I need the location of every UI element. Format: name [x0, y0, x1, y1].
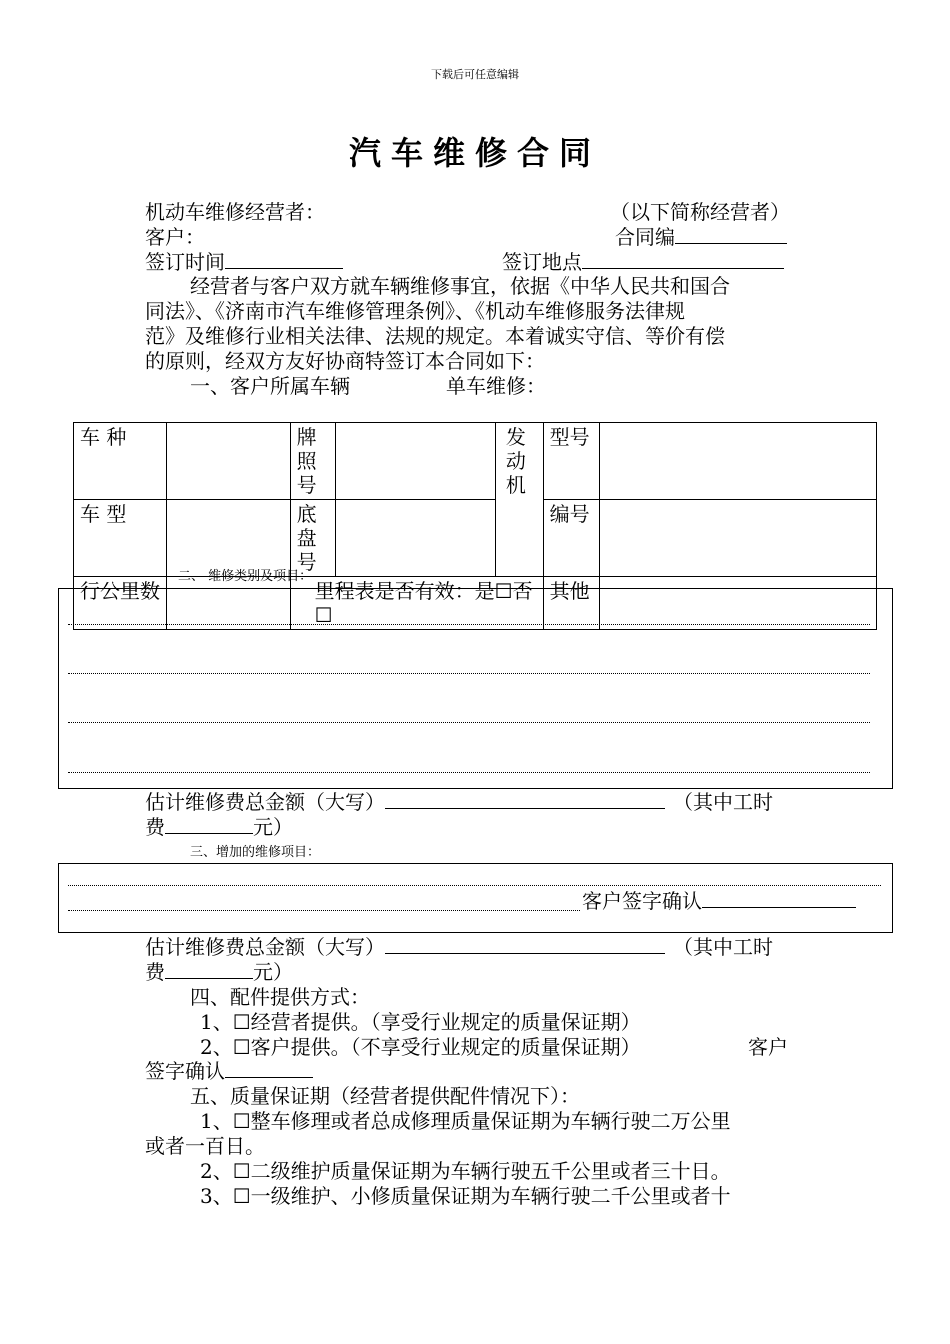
chassis-label: 底盘号 [290, 500, 336, 577]
parts-confirm-tail: 客户 [748, 1035, 788, 1059]
estimate2-line [145, 935, 773, 959]
other-label: 其他 [543, 577, 599, 630]
car-model-label: 车 型 [74, 500, 167, 577]
car-kind-label: 车 种 [74, 423, 167, 500]
warranty-option-overhaul-cont: 或者一百日。 [145, 1134, 265, 1158]
repair-item-line[interactable] [68, 673, 870, 674]
odometer-valid-field[interactable]: 里程表是否有效：是☐否☐ [290, 577, 543, 630]
warranty-option-overhaul[interactable]: 1、☐整车修理或者总成修理质量保证期为车辆行驶二万公里 [200, 1109, 731, 1133]
chassis-cell[interactable] [336, 500, 496, 577]
serial-cell[interactable] [599, 500, 876, 577]
intro-para-line: 范》及维修行业相关法律、法规的规定。本着诚实守信、等价有偿 [145, 324, 725, 348]
contract-no-blank[interactable] [675, 225, 787, 244]
model-no-label: 型号 [543, 423, 599, 500]
repair-item-line[interactable] [68, 624, 870, 625]
estimate2-label: 估计维修费总金额（大写） [145, 935, 385, 959]
repair-item-line[interactable] [68, 772, 870, 773]
additional-item-line[interactable] [68, 885, 881, 886]
additional-item-line[interactable] [68, 910, 580, 911]
parts-option-operator[interactable]: 1、☐经营者提供。（享受行业规定的质量保证期） [200, 1010, 641, 1034]
section4-label: 四、配件提供方式： [190, 985, 370, 1009]
sign-place-field[interactable] [502, 250, 784, 274]
customer-confirm-field[interactable] [582, 889, 856, 913]
header-note: 下载后可任意编辑 [431, 68, 519, 81]
operator-label: 机动车维修经营者： [145, 200, 325, 224]
car-kind-cell[interactable] [167, 423, 291, 500]
estimate1-tail: （其中工时 [673, 790, 773, 814]
single-repair-label: 单车维修： [446, 374, 546, 398]
sign-time-label: 签订时间 [145, 250, 225, 274]
estimate1-yuan: 元） [253, 815, 293, 839]
sign-time-field[interactable] [145, 250, 343, 274]
intro-para-line: 同法》、《济南市汽车维修管理条例》、《机动车维修服务法律规 [145, 299, 685, 323]
sign-place-label: 签订地点 [502, 250, 582, 274]
estimate1-hours-line [145, 815, 293, 839]
operator-note: （以下简称经营者） [610, 200, 790, 224]
estimate1-label: 估计维修费总金额（大写） [145, 790, 385, 814]
estimate1-fee-label: 费 [145, 815, 165, 839]
contract-no-field[interactable] [615, 225, 787, 249]
parts-option-customer[interactable]: 2、☐客户提供。（不享受行业规定的质量保证期） [200, 1035, 641, 1059]
estimate2-amount-blank[interactable] [385, 935, 665, 954]
estimate1-line [145, 790, 773, 814]
estimate2-tail: （其中工时 [673, 935, 773, 959]
parts-confirm-label: 签字确认 [145, 1059, 225, 1083]
repair-item-line[interactable] [68, 722, 870, 723]
engine-label: 发动机 [495, 423, 543, 577]
estimate1-amount-blank[interactable] [385, 790, 665, 809]
sign-place-blank[interactable] [582, 250, 784, 269]
warranty-option-level1[interactable]: 3、☐一级维护、小修质量保证期为车辆行驶二千公里或者十 [200, 1184, 731, 1208]
intro-para-line: 的原则，经双方友好协商特签订本合同如下： [145, 349, 545, 373]
serial-label: 编号 [543, 500, 599, 577]
section1-label: 一、客户所属车辆 [190, 374, 350, 398]
plate-label: 牌照号 [290, 423, 336, 500]
section2-label: 二、 维修类别及项目： [178, 569, 313, 584]
page-title: 汽车维修合同 [348, 134, 601, 172]
estimate2-hours-line [145, 960, 293, 984]
customer-confirm-label: 客户签字确认 [582, 889, 702, 913]
estimate2-yuan: 元） [253, 960, 293, 984]
intro-para-line: 经营者与客户双方就车辆维修事宜，依据《中华人民共和国合 [190, 274, 730, 298]
warranty-option-level2[interactable]: 2、☐二级维护质量保证期为车辆行驶五千公里或者三十日。 [200, 1159, 731, 1183]
estimate2-fee-label: 费 [145, 960, 165, 984]
parts-confirm-blank[interactable] [225, 1059, 313, 1078]
contract-no-label: 合同编 [615, 225, 675, 249]
repair-items-box[interactable] [58, 588, 893, 789]
customer-label: 客户： [145, 225, 205, 249]
car-model-cell[interactable] [167, 500, 291, 577]
customer-confirm-blank[interactable] [702, 889, 856, 908]
parts-confirm-field[interactable] [145, 1059, 313, 1083]
estimate2-hours-blank[interactable] [165, 960, 253, 979]
sign-time-blank[interactable] [225, 250, 343, 269]
plate-cell[interactable] [336, 423, 496, 500]
section3-label: 三、增加的维修项目： [190, 845, 321, 860]
section5-label: 五、质量保证期（经营者提供配件情况下）： [190, 1084, 580, 1108]
mileage-label: 行公里数 [74, 577, 167, 630]
estimate1-hours-blank[interactable] [165, 815, 253, 834]
model-no-cell[interactable] [599, 423, 876, 500]
